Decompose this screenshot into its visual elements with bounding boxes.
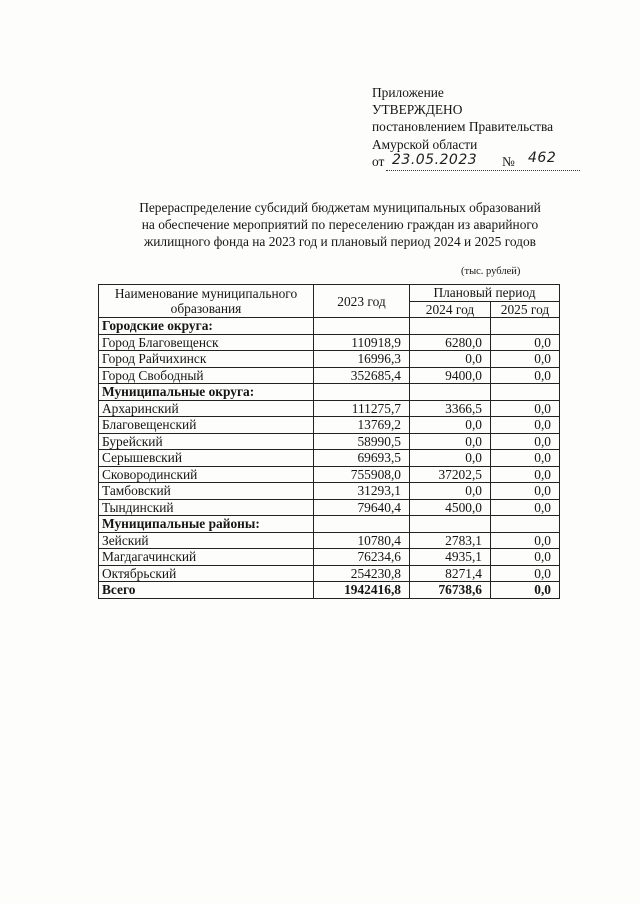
title-line: на обеспечение мероприятий по переселению граждан из аварийного [141,217,539,232]
table-row [99,532,560,549]
cell-2023: 16996,3 [314,351,410,368]
row-name: Октябрьский [99,565,314,582]
cell-2023: 76234,6 [314,549,410,566]
cell-2023: 254230,8 [314,565,410,582]
row-name: Город Благовещенск [99,334,314,351]
header-2023: 2023 год [314,285,410,318]
table-row [99,466,560,483]
cell-2025: 0,0 [491,499,560,516]
cell-2023: 79640,4 [314,499,410,516]
cell-2024: 6280,0 [410,334,491,351]
row-name: Муниципальные округа: [99,384,314,401]
cell-2023: 10780,4 [314,532,410,549]
row-name: Городские округа: [99,318,314,335]
handwritten-date: 23.05.2023 [392,151,478,168]
appendix-label: Приложение [372,85,444,100]
cell-2023: 58990,5 [314,433,410,450]
cell-2025 [491,384,560,401]
cell-2024 [410,516,491,533]
cell-2024: 2783,1 [410,532,491,549]
cell-2023: 13769,2 [314,417,410,434]
cell-2025: 0,0 [491,532,560,549]
row-name: Архаринский [99,400,314,417]
subsidy-table [98,284,560,599]
row-name: Город Райчихинск [99,351,314,368]
header-row [99,285,560,302]
cell-2023: 755908,0 [314,466,410,483]
cell-2025: 0,0 [491,334,560,351]
table-row [99,516,560,533]
cell-2025: 0,0 [491,351,560,368]
cell-2023 [314,384,410,401]
date-number-line [372,149,557,170]
cell-2023: 1942416,8 [314,582,410,599]
header-2025: 2025 год [491,301,560,318]
cell-2025: 0,0 [491,466,560,483]
cell-2025: 0,0 [491,433,560,450]
row-name: Зейский [99,532,314,549]
approval-stamp [372,84,557,170]
table-row [99,582,560,599]
cell-2024 [410,318,491,335]
cell-2024: 76738,6 [410,582,491,599]
cell-2023 [314,516,410,533]
cell-2023 [314,318,410,335]
row-name: Муниципальные районы: [99,516,314,533]
header-name [99,285,314,318]
title-line: жилищного фонда на 2023 год и плановый период 2024 и 2025 годов [143,234,536,249]
table-row [99,499,560,516]
resolution-label: постановлением Правительства [372,119,554,135]
cell-2024 [410,384,491,401]
cell-2025: 0,0 [491,450,560,467]
title-line: Перераспределение субсидий бюджетам муниципальных образований [139,200,541,215]
table-row [99,450,560,467]
date-prefix: от [372,153,385,169]
cell-2024: 37202,5 [410,466,491,483]
row-name: Тындинский [99,499,314,516]
cell-2023: 111275,7 [314,400,410,417]
header-planned-period: Плановый период [410,285,560,302]
row-name: Тамбовский [99,483,314,500]
row-name: Благовещенский [99,417,314,434]
row-name: Сковородинский [99,466,314,483]
table-row [99,400,560,417]
cell-2024: 8271,4 [410,565,491,582]
table-row [99,565,560,582]
approved-label: УТВЕРЖДЕНО [372,102,463,118]
table-row [99,351,560,368]
cell-2025: 0,0 [491,367,560,384]
cell-2024: 0,0 [410,450,491,467]
row-name: Город Свободный [99,367,314,384]
row-name: Бурейский [99,433,314,450]
document-title [60,199,620,250]
cell-2024: 0,0 [410,417,491,434]
cell-2025: 0,0 [491,483,560,500]
row-name: Серышевский [99,450,314,467]
table-row [99,417,560,434]
number-sign: № [502,153,515,169]
cell-2025: 0,0 [491,400,560,417]
cell-2025 [491,318,560,335]
authority-label: Амурской области [372,136,478,152]
table-body [99,318,560,599]
header-name-line2: образования [170,301,242,316]
cell-2024: 3366,5 [410,400,491,417]
row-name: Всего [99,582,314,599]
cell-2023: 352685,4 [314,367,410,384]
cell-2024: 4935,1 [410,549,491,566]
table-row [99,433,560,450]
table-row [99,483,560,500]
cell-2025: 0,0 [491,565,560,582]
cell-2025 [491,516,560,533]
cell-2024: 0,0 [410,351,491,368]
table-row [99,384,560,401]
cell-2025: 0,0 [491,582,560,599]
cell-2023: 31293,1 [314,483,410,500]
cell-2025: 0,0 [491,417,560,434]
cell-2025: 0,0 [491,549,560,566]
table-row [99,318,560,335]
row-name: Магдагачинский [99,549,314,566]
cell-2024: 0,0 [410,433,491,450]
cell-2023: 69693,5 [314,450,410,467]
cell-2024: 4500,0 [410,499,491,516]
header-name-line1: Наименование муниципального [114,286,298,301]
cell-2024: 9400,0 [410,367,491,384]
cell-2023: 110918,9 [314,334,410,351]
table-row [99,334,560,351]
table-row [99,367,560,384]
table-row [99,549,560,566]
header-2024: 2024 год [410,301,491,318]
date-underline [386,170,580,171]
handwritten-number: 462 [528,149,557,166]
cell-2024: 0,0 [410,483,491,500]
units-note: (тыс. рублей) [461,266,521,277]
